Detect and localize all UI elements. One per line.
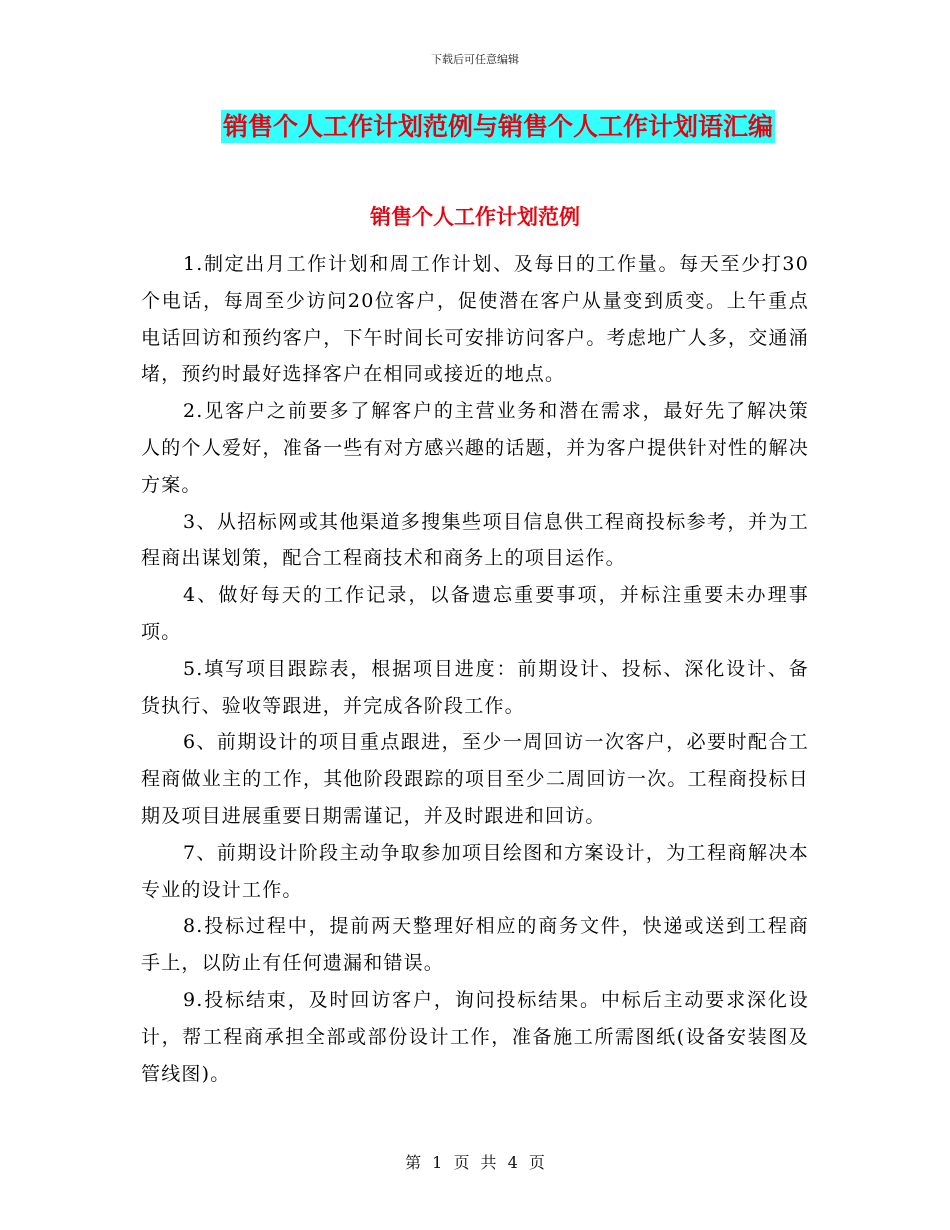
paragraph-3: 3、从招标网或其他渠道多搜集些项目信息供工程商投标参考，并为工程商出谋划策，配合工程商技术和商务上的项目运作。 xyxy=(141,510,809,570)
paragraph-2: 2.见客户之前要多了解客户的主营业务和潜在需求，最好先了解决策人的个人爱好，准备一些有对方感兴趣的话题，并为客户提供针对性的解决方案。 xyxy=(141,400,809,496)
paragraph-6: 6、前期设计的项目重点跟进，至少一周回访一次客户，必要时配合工程商做业主的工作，其他阶段跟踪的项目至少二周回访一次。工程商投标日期及项目进展重要日期需谨记，并及时跟进和回访。 xyxy=(141,731,809,827)
document-title-container xyxy=(0,110,950,143)
paragraph-8: 8.投标过程中，提前两天整理好相应的商务文件，快递或送到工程商手上，以防止有任何遗漏和错误。 xyxy=(141,915,809,975)
page-footer-page-number: 第 1 页 共 4 页 xyxy=(405,1153,545,1172)
paragraph-1: 1.制定出月工作计划和周工作计划、及每日的工作量。每天至少打30个电话，每周至少访问20位客户，促使潜在客户从量变到质变。上午重点电话回访和预约客户，下午时间长可安排访问客户。考虑地广人多，交通涌堵，预约时最好选择客户在相同或接近的地点。 xyxy=(141,253,809,386)
document-title: 销售个人工作计划范例与销售个人工作计划语汇编 xyxy=(222,112,773,141)
paragraph-5: 5.填写项目跟踪表，根据项目进度：前期设计、投标、深化设计、备货执行、验收等跟进，并完成各阶段工作。 xyxy=(141,657,809,717)
section-title: 销售个人工作计划范例 xyxy=(370,205,580,229)
paragraph-9: 9.投标结束，及时回访客户，询问投标结果。中标后主动要求深化设计，帮工程商承担全部或部份设计工作，准备施工所需图纸(设备安装图及管线图)。 xyxy=(141,988,809,1085)
document-body xyxy=(141,246,809,1092)
page-header-note: 下载后可任意编辑 xyxy=(431,53,519,66)
paragraph-4: 4、做好每天的工作记录，以备遗忘重要事项，并标注重要未办理事项。 xyxy=(141,584,809,643)
paragraph-7: 7、前期设计阶段主动争取参加项目绘图和方案设计，为工程商解决本专业的设计工作。 xyxy=(141,841,809,901)
